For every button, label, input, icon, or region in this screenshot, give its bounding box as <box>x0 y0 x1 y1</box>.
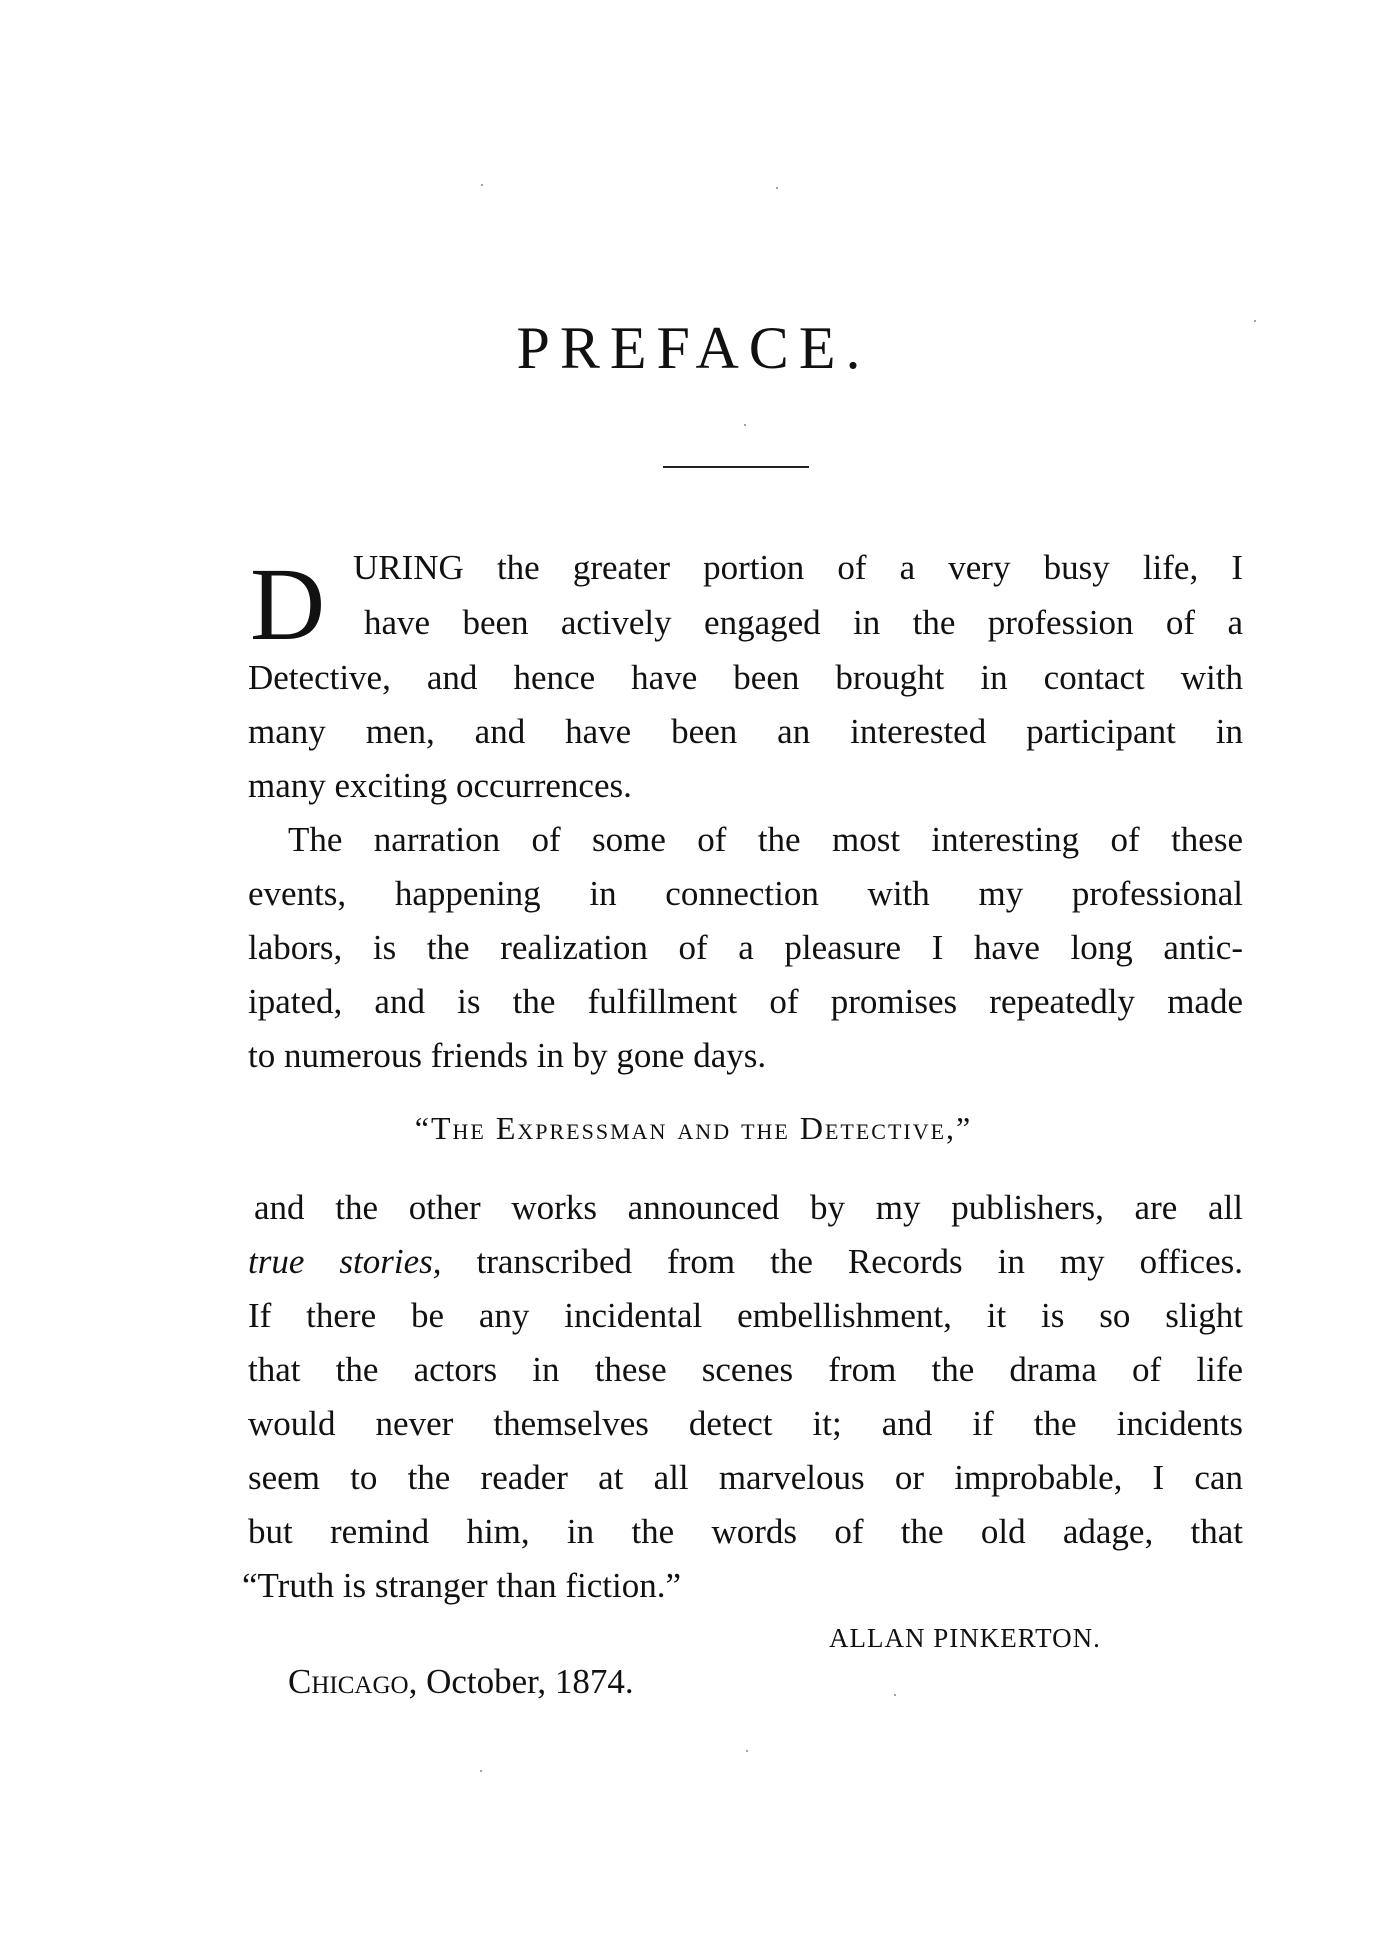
scan-speck <box>776 187 778 189</box>
paragraph1-line3: Detective, and hence have been brought in contact with <box>248 658 1243 697</box>
paragraph3-line6: seem to the reader at all marvelous or improbable, I can <box>248 1458 1243 1497</box>
paragraph2-line1: The narration of some of the most interesting of these <box>288 820 1243 859</box>
paragraph2-line4: ipated, and is the fulfillment of promises repeatedly made <box>248 982 1243 1021</box>
paragraph3-line5: would never themselves detect it; and if the incidents <box>248 1404 1243 1443</box>
paragraph3-line3: If there be any incidental embellishment, it is so slight <box>248 1296 1243 1335</box>
paragraph3-line2 <box>248 1242 1243 1282</box>
italic-phrase: true stories, <box>248 1242 442 1281</box>
scan-speck <box>746 1750 748 1752</box>
paragraph3-line8: “Truth is stranger than fiction.” <box>242 1566 682 1605</box>
dateline <box>288 1662 634 1702</box>
paragraph3-line2-rest: transcribed from the Records in my offices. <box>441 1242 1243 1281</box>
dateline-date: , October, 1874. <box>408 1662 634 1701</box>
scan-speck <box>1254 320 1256 322</box>
page-title: PREFACE. <box>516 315 871 381</box>
title-divider <box>663 466 809 468</box>
paragraph2-line2: events, happening in connection with my professional <box>248 874 1243 913</box>
paragraph1-line5: many exciting occurrences. <box>248 766 632 805</box>
paragraph2-line5: to numerous friends in by gone days. <box>248 1036 767 1075</box>
paragraph3-line1: and the other works announced by my publishers, are all <box>254 1188 1243 1227</box>
scan-speck <box>894 1694 896 1696</box>
paragraph3-line7: but remind him, in the words of the old adage, that <box>248 1512 1243 1551</box>
drop-cap: D <box>250 547 326 662</box>
paragraph3-line4: that the actors in these scenes from the drama of life <box>248 1350 1243 1389</box>
featured-book-title: “The Expressman and the Detective,” <box>414 1110 973 1146</box>
paragraph2-line3: labors, is the realization of a pleasure I have long antic- <box>248 928 1243 967</box>
paragraph1-line2: have been actively engaged in the profession of a <box>364 603 1243 642</box>
dateline-place: Chicago <box>288 1662 409 1701</box>
scan-speck <box>480 1770 482 1772</box>
scan-speck <box>744 424 746 426</box>
paragraph1-line1: URING the greater portion of a very busy life, I <box>353 548 1243 587</box>
author-signature: ALLAN PINKERTON. <box>829 1623 1101 1653</box>
paragraph1-line4: many men, and have been an interested participant in <box>248 712 1243 751</box>
scan-speck <box>481 184 483 186</box>
